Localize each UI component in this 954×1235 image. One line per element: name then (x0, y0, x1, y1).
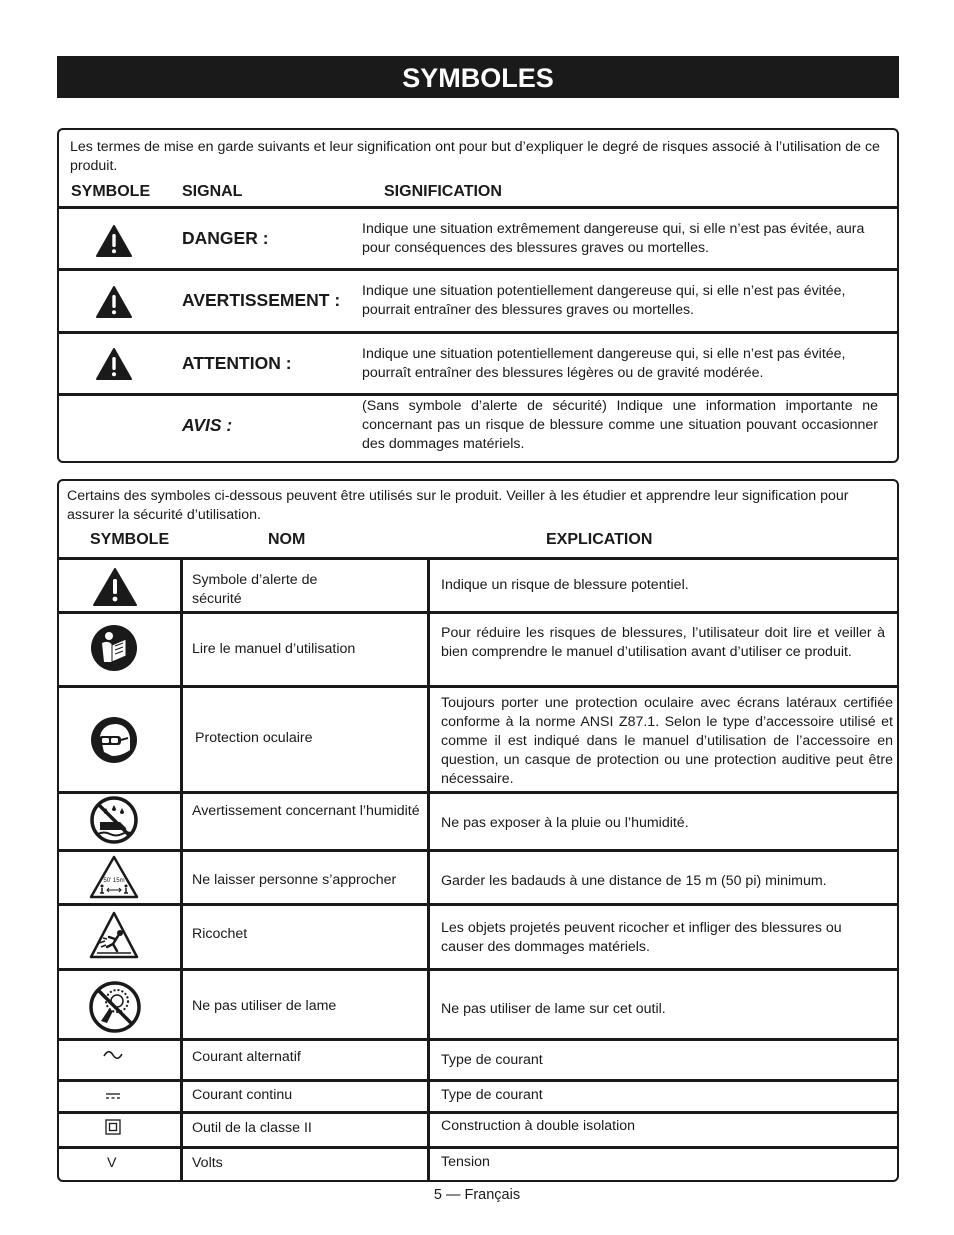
symbol-name: Protection oculaire (195, 730, 313, 746)
signal-danger: DANGER : (182, 228, 269, 248)
divider (59, 903, 897, 906)
meaning-caution: Indique une situation potentiellement dangereuse qui, si elle n’est pas évitée, pourraît entraîner des blessures légères ou de gravité modérée. (362, 346, 846, 381)
no-blade-icon (89, 981, 141, 1033)
meaning-warning: Indique une situation potentiellement dangereuse qui, si elle n’est pas évitée, pourrait entraîner des blessures graves ou mortelles. (362, 283, 846, 318)
divider (59, 1038, 897, 1041)
eye-protection-icon (90, 716, 138, 764)
header-symbol: SYMBOLE (71, 183, 151, 200)
divider (59, 268, 897, 271)
divider (59, 685, 897, 688)
symbol-explanation: Type de courant (441, 1052, 543, 1068)
ricochet-icon (89, 911, 139, 959)
signal-words-table (57, 128, 899, 463)
divider (59, 331, 897, 334)
divider (59, 1111, 897, 1114)
volts-symbol: V (107, 1155, 117, 1171)
divider (59, 849, 897, 852)
header-signal: SIGNAL (182, 183, 243, 200)
keep-bystanders-away-icon (89, 855, 139, 899)
divider (59, 611, 897, 614)
symbol-explanation: Les objets projetés peuvent ricocher et infliger des blessures ou causer des dommages matériels. (441, 920, 842, 955)
signal-warning: AVERTISSEMENT : (182, 290, 341, 310)
symbol-name: Outil de la classe II (192, 1120, 312, 1136)
class-ii-tool-icon (105, 1119, 121, 1135)
wet-conditions-icon (90, 796, 138, 844)
symbol-name: Avertissement concernant l’humidité (192, 803, 420, 819)
header-symbol: SYMBOLE (90, 531, 170, 548)
header-meaning: SIGNIFICATION (384, 183, 502, 200)
header-name: NOM (268, 531, 306, 548)
header-explanation: EXPLICATION (546, 531, 653, 548)
symbol-name: Courant continu (192, 1087, 293, 1103)
symbol-explanation: Ne pas utiliser de lame sur cet outil. (441, 1001, 666, 1017)
symbol-name: Symbole d’alerte de sécurité (192, 572, 318, 607)
symbol-name: Courant alternatif (192, 1049, 301, 1065)
meaning-danger: Indique une situation extrêmement dangereuse qui, si elle n’est pas évitée, aura pour conséquences des blessures graves ou mortelles. (362, 221, 865, 256)
symbol-name: Ne laisser personne s’approcher (192, 872, 397, 888)
symbol-explanation: Indique un risque de blessure potentiel. (441, 577, 689, 593)
page-title: SYMBOLES (57, 56, 899, 98)
product-symbols-intro: Certains des symboles ci-dessous peuvent être utilisés sur le produit. Veiller à les étudier et apprendre leur signification pour assurer la sécurité d’utilisation. (67, 488, 849, 523)
direct-current-icon (106, 1092, 120, 1100)
divider (59, 557, 897, 560)
divider (59, 1146, 897, 1149)
divider (59, 1079, 897, 1082)
page-footer: 5 — Français (433, 1187, 521, 1203)
signal-words-intro: Les termes de mise en garde suivants et leur signification ont pour but d’expliquer le degré de risques associé à l’utilisation de ce produit. (70, 139, 880, 174)
symbol-name: Ricochet (192, 926, 248, 942)
alert-triangle-icon (96, 286, 132, 318)
symbol-explanation: Ne pas exposer à la pluie ou l’humidité. (441, 815, 689, 831)
column-divider (427, 557, 430, 1180)
divider (59, 968, 897, 971)
symbol-explanation: Type de courant (441, 1087, 543, 1103)
meaning-notice: (Sans symbole d’alerte de sécurité) Indique une information importante ne concernant pas un risque de blessure comme une situation pouvant occasionner des dommages matériels. (362, 398, 878, 452)
symbol-name: Lire le manuel d’utilisation (192, 641, 356, 657)
divider (59, 791, 897, 794)
alert-triangle-icon (96, 225, 132, 257)
signal-caution: ATTENTION : (182, 353, 292, 373)
divider (59, 393, 897, 396)
alert-triangle-icon (96, 348, 132, 380)
signal-notice: AVIS : (182, 415, 233, 435)
read-manual-icon (90, 624, 138, 672)
column-divider (180, 557, 183, 1180)
symbol-explanation: Toujours porter une protection oculaire avec écrans latéraux certifiée conforme à la norme ANSI Z87.1. Selon le type d’accessoire utilisé et comme il est indiqué dans le manuel d’utilisation de l’accessoire en question, un casque de protection ou une protection auditive peut être nécessaire. (441, 695, 893, 787)
alternating-current-icon (103, 1049, 123, 1061)
symbol-explanation: Construction à double isolation (441, 1118, 636, 1134)
symbol-name: Ne pas utiliser de lame (192, 998, 337, 1014)
distance-label: 50' 15m (103, 878, 125, 884)
product-symbols-table (57, 479, 899, 1182)
symbol-explanation: Garder les badauds à une distance de 15 m (50 pi) minimum. (441, 873, 827, 889)
alert-triangle-icon (93, 568, 137, 606)
symbol-explanation: Pour réduire les risques de blessures, l’utilisateur doit lire et veiller à bien comprendre le manuel d’utilisation avant d’utiliser ce produit. (441, 625, 885, 660)
symbol-explanation: Tension (441, 1154, 490, 1170)
divider (59, 206, 897, 209)
symbol-name: Volts (192, 1155, 223, 1171)
